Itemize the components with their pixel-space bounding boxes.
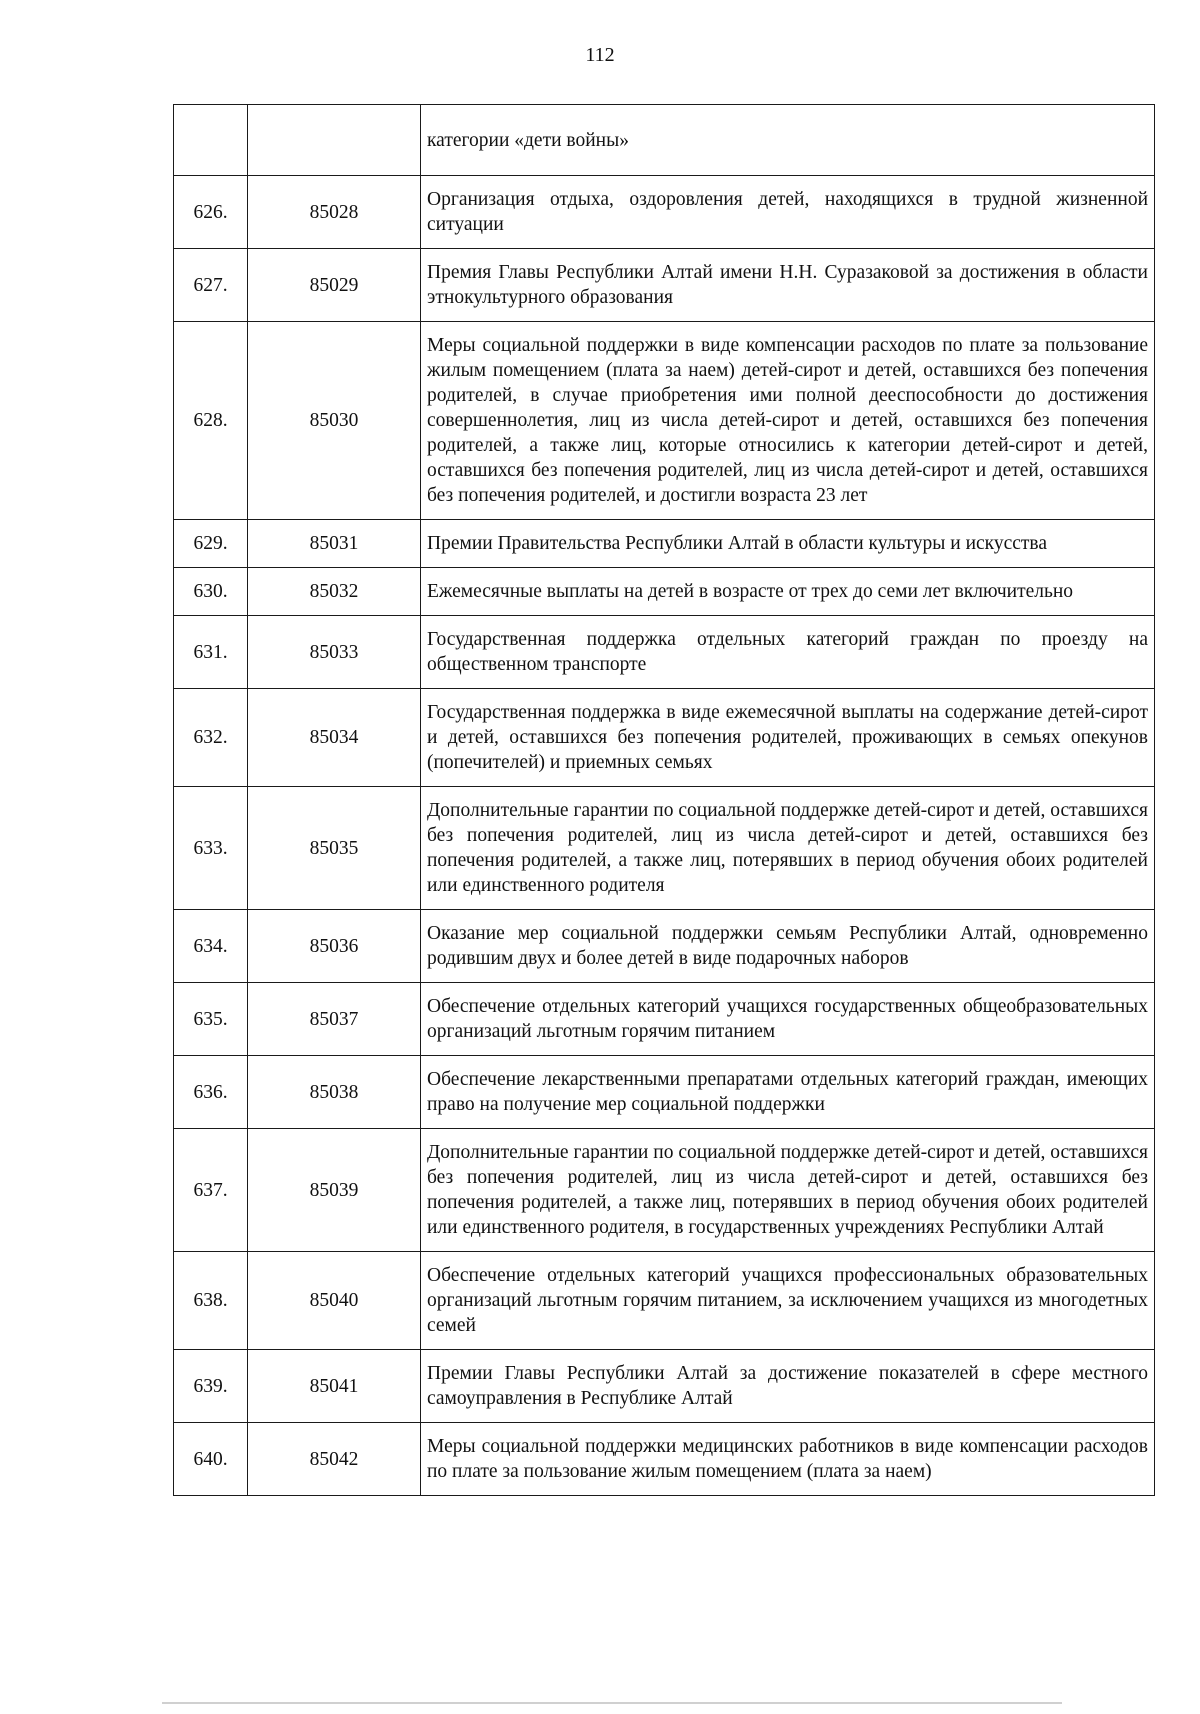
row-number: 634. (174, 910, 248, 983)
row-description: Премии Главы Республики Алтай за достижение показателей в сфере местного самоуправления в Республике Алтай (421, 1350, 1155, 1423)
table-row (174, 616, 1155, 689)
row-description: Обеспечение отдельных категорий учащихся государственных общеобразовательных организаций льготным горячим питанием (421, 983, 1155, 1056)
row-number: 631. (174, 616, 248, 689)
row-description: Меры социальной поддержки медицинских работников в виде компенсации расходов по плате за пользование жилым помещением (плата за наем) (421, 1423, 1155, 1496)
row-number: 636. (174, 1056, 248, 1129)
row-description: Дополнительные гарантии по социальной поддержке детей-сирот и детей, оставшихся без попечения родителей, лиц из числа детей-сирот и детей, оставшихся без попечения родителей, а также лиц, потерявших в период обучения обоих родителей или единственного родителя, в государственных учреждениях Республики Алтай (421, 1129, 1155, 1252)
row-code: 85028 (248, 176, 421, 249)
table-row (174, 910, 1155, 983)
row-code: 85040 (248, 1252, 421, 1350)
codes-table-body (174, 105, 1155, 1496)
row-code: 85030 (248, 322, 421, 520)
table-row (174, 322, 1155, 520)
row-code: 85041 (248, 1350, 421, 1423)
row-number: 626. (174, 176, 248, 249)
codes-table (173, 104, 1155, 1496)
row-description: Меры социальной поддержки в виде компенсации расходов по плате за пользование жилым помещением (плата за наем) детей-сирот и детей, оставшихся без попечения родителей, в случае приобретения ими полной дееспособности до достижения совершеннолетия, лиц из числа детей-сирот и детей, оставшихся без попечения родителей, а также лиц, которые относились к категории детей-сирот и детей, оставшихся без попечения родителей, лиц из числа детей-сирот и детей, оставшихся без попечения родителей, и достигли возраста 23 лет (421, 322, 1155, 520)
table-row (174, 249, 1155, 322)
row-number: 640. (174, 1423, 248, 1496)
scan-edge-line (162, 1702, 1062, 1704)
row-description: Обеспечение лекарственными препаратами отдельных категорий граждан, имеющих право на получение мер социальной поддержки (421, 1056, 1155, 1129)
row-number: 628. (174, 322, 248, 520)
table-row (174, 689, 1155, 787)
row-number: 635. (174, 983, 248, 1056)
row-code: 85032 (248, 568, 421, 616)
row-description: Премия Главы Республики Алтай имени Н.Н. Суразаковой за достижения в области этнокультурного образования (421, 249, 1155, 322)
row-description: Дополнительные гарантии по социальной поддержке детей-сирот и детей, оставшихся без попечения родителей, лиц из числа детей-сирот и детей, оставшихся без попечения родителей, а также лиц, потерявших в период обучения обоих родителей или единственного родителя (421, 787, 1155, 910)
row-description: Государственная поддержка отдельных категорий граждан по проезду на общественном транспорте (421, 616, 1155, 689)
table-row (174, 983, 1155, 1056)
row-description: категории «дети войны» (421, 105, 1155, 176)
table-row (174, 787, 1155, 910)
row-number: 630. (174, 568, 248, 616)
row-number: 629. (174, 520, 248, 568)
row-description: Оказание мер социальной поддержки семьям Республики Алтай, одновременно родившим двух и более детей в виде подарочных наборов (421, 910, 1155, 983)
table-row (174, 1423, 1155, 1496)
row-number: 627. (174, 249, 248, 322)
row-number (174, 105, 248, 176)
row-code (248, 105, 421, 176)
table-row (174, 520, 1155, 568)
table-row (174, 1129, 1155, 1252)
row-code: 85033 (248, 616, 421, 689)
row-code: 85037 (248, 983, 421, 1056)
table-row (174, 105, 1155, 176)
row-code: 85035 (248, 787, 421, 910)
row-code: 85034 (248, 689, 421, 787)
row-description: Премии Правительства Республики Алтай в области культуры и искусства (421, 520, 1155, 568)
row-description: Организация отдыха, оздоровления детей, находящихся в трудной жизненной ситуации (421, 176, 1155, 249)
row-code: 85031 (248, 520, 421, 568)
row-code: 85042 (248, 1423, 421, 1496)
table-row (174, 176, 1155, 249)
row-code: 85029 (248, 249, 421, 322)
table-row (174, 568, 1155, 616)
table-row (174, 1350, 1155, 1423)
row-code: 85038 (248, 1056, 421, 1129)
row-description: Государственная поддержка в виде ежемесячной выплаты на содержание детей-сирот и детей, оставшихся без попечения родителей, проживающих в семьях опекунов (попечителей) и приемных семьях (421, 689, 1155, 787)
row-code: 85039 (248, 1129, 421, 1252)
row-number: 632. (174, 689, 248, 787)
table-row (174, 1252, 1155, 1350)
row-number: 639. (174, 1350, 248, 1423)
table-row (174, 1056, 1155, 1129)
row-description: Ежемесячные выплаты на детей в возрасте от трех до семи лет включительно (421, 568, 1155, 616)
row-number: 637. (174, 1129, 248, 1252)
row-code: 85036 (248, 910, 421, 983)
row-number: 638. (174, 1252, 248, 1350)
page-number: 112 (585, 44, 615, 66)
row-description: Обеспечение отдельных категорий учащихся профессиональных образовательных организаций льготным горячим питанием, за исключением учащихся из многодетных семей (421, 1252, 1155, 1350)
row-number: 633. (174, 787, 248, 910)
